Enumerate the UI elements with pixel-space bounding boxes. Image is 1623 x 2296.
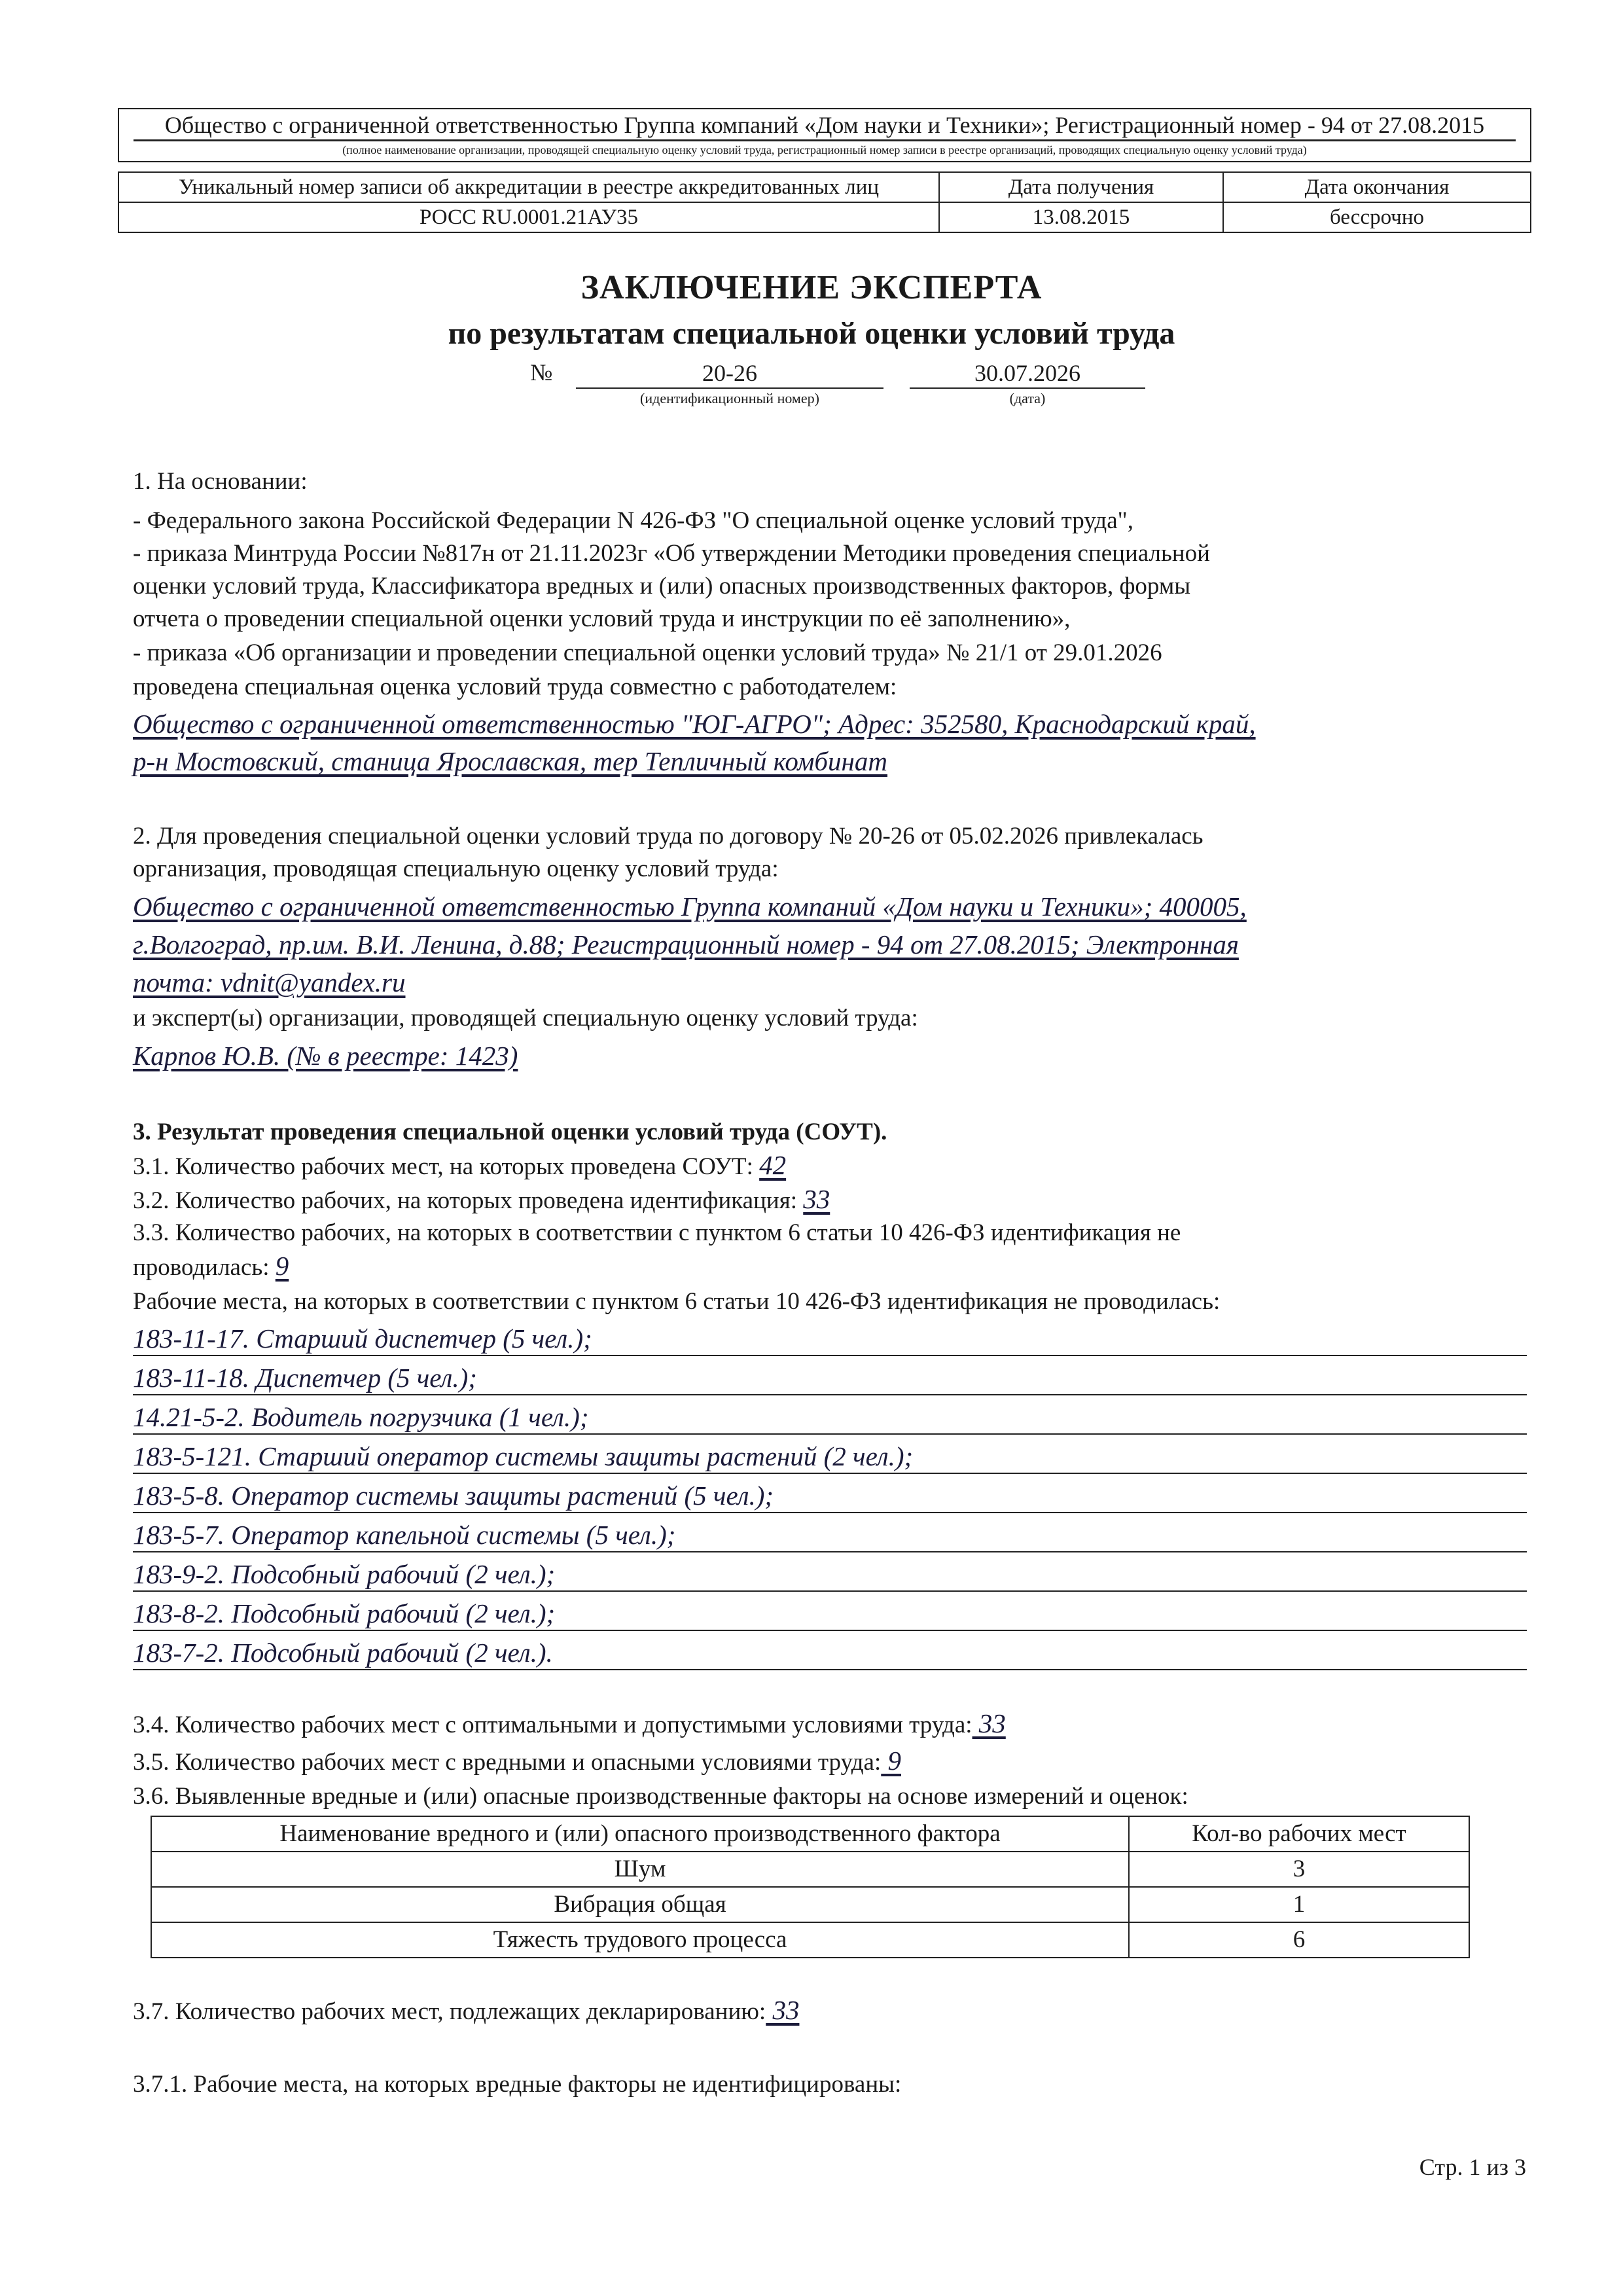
item-3-5 [133, 1746, 901, 1778]
number-caption: (идентификационный номер) [640, 390, 819, 406]
section1-conducted: проведена специальная оценка условий труда совместно с работодателем: [133, 673, 897, 700]
number-sign: № [530, 359, 553, 386]
accreditation-value-row [118, 202, 1531, 232]
item-3-5-value: 9 [881, 1746, 901, 1776]
item-3-2 [133, 1184, 830, 1216]
factor-name: Шум [151, 1852, 1129, 1887]
conclusion-number: 20-26 [576, 359, 883, 389]
employer-line2: р-н Мостовский, станица Ярославская, тер Тепличный комбинат [133, 746, 888, 776]
item-3-3-value: 9 [275, 1251, 289, 1281]
accreditation-header-row [118, 172, 1531, 202]
factor-row [151, 1922, 1469, 1958]
expert-name: Карпов Ю.В. (№ в реестре: 1423) [133, 1041, 518, 1071]
conclusion-date: 30.07.2026 [910, 359, 1145, 389]
item-3-2-value: 33 [803, 1184, 830, 1214]
section1-heading: 1. На основании: [133, 468, 308, 495]
accreditation-number-header: Уникальный номер записи об аккредитации в реестре аккредитованных лиц [118, 172, 939, 202]
factor-row [151, 1852, 1469, 1887]
factor-name: Тяжесть трудового процесса [151, 1922, 1129, 1958]
section2-expert-intro: и эксперт(ы) организации, проводящей специальную оценку условий труда: [133, 1005, 918, 1031]
item-3-3-line1: 3.3. Количество рабочих, на которых в соответствии с пунктом 6 статьи 10 426-ФЗ идентификация не [133, 1219, 1181, 1246]
factor-count: 1 [1129, 1887, 1469, 1922]
workplace-item: 183-5-121. Старший оператор системы защиты растений (2 чел.); [133, 1440, 1527, 1474]
section1-law: - Федерального закона Российской Федерации N 426-ФЗ "О специальной оценке условий труда", [133, 507, 1133, 534]
document-title: ЗАКЛЮЧЕНИЕ ЭКСПЕРТА [580, 269, 1043, 306]
workplace-item: 183-9-2. Подсобный рабочий (2 чел.); [133, 1558, 1527, 1592]
workplace-item: 14.21-5-2. Водитель погрузчика (1 чел.); [133, 1401, 1527, 1435]
organization-box [118, 108, 1531, 162]
workplace-item: 183-8-2. Подсобный рабочий (2 чел.); [133, 1597, 1527, 1631]
employer-line1: Общество с ограниченной ответственностью "ЮГ-АГРО"; Адрес: 352580, Краснодарский край, [133, 709, 1256, 739]
item-3-7-text: 3.7. Количество рабочих мест, подлежащих декларированию: [133, 1998, 766, 2025]
item-3-4-value: 33 [972, 1708, 1006, 1738]
accreditation-date-end-header: Дата окончания [1223, 172, 1531, 202]
assessor-org-email: почта: vdnit@yandex.ru [133, 967, 406, 997]
item-3-4 [133, 1708, 1006, 1740]
page-number: Стр. 1 из 3 [1419, 2154, 1526, 2180]
workplace-item: 183-5-8. Оператор системы защиты растений (5 чел.); [133, 1479, 1527, 1513]
item-3-1 [133, 1150, 786, 1182]
section2-org-intro: организация, проводящая специальную оценку условий труда: [133, 855, 779, 882]
assessor-org-line2: г.Волгоград, пр.им. В.И. Ленина, д.88; Регистрационный номер - 94 от 27.08.2015; Электронная [133, 929, 1239, 960]
workplace-item: 183-5-7. Оператор капельной системы (5 чел.); [133, 1518, 1527, 1552]
section1-order-line3: отчета о проведении специальной оценки условий труда и инструкции по её заполнению», [133, 605, 1071, 632]
item-3-2-text: 3.2. Количество рабочих, на которых проведена идентификация: [133, 1187, 804, 1214]
workplace-item: 183-7-2. Подсобный рабочий (2 чел.). [133, 1636, 1527, 1670]
factor-count-header: Кол-во рабочих мест [1129, 1816, 1469, 1852]
document-subtitle: по результатам специальной оценки условий труда [448, 316, 1175, 351]
workplace-item: 183-11-17. Старший диспетчер (5 чел.); [133, 1322, 1527, 1356]
organization-name: Общество с ограниченной ответственностью Группа компаний «Дом науки и Техники»; Регистрационный номер - 94 от 27.08.2015 [164, 112, 1485, 138]
workplace-item: 183-11-18. Диспетчер (5 чел.); [133, 1361, 1527, 1395]
section1-order-line1: - приказа Минтруда России №817н от 21.11.2023г «Об утверждении Методики проведения специальной [133, 540, 1210, 567]
item-3-1-text: 3.1. Количество рабочих мест, на которых проведена СОУТ: [133, 1153, 760, 1180]
section3-heading: 3. Результат проведения специальной оценки условий труда (СОУТ). [133, 1119, 887, 1145]
item-3-3-text: проводилась: [133, 1254, 276, 1281]
accreditation-table [118, 171, 1531, 233]
section1-order-line2: оценки условий труда, Классификатора вредных и (или) опасных производственных факторов, формы [133, 573, 1191, 600]
section2-contract: 2. Для проведения специальной оценки условий труда по договору № 20-26 от 05.02.2026 привлекалась [133, 823, 1204, 850]
organization-header [118, 108, 1531, 233]
factor-row [151, 1887, 1469, 1922]
item-3-7-value: 33 [766, 1995, 800, 2025]
factors-table [151, 1816, 1470, 1958]
item-3-4-text: 3.4. Количество рабочих мест с оптимальными и допустимыми условиями труда: [133, 1712, 972, 1738]
accreditation-date-received: 13.08.2015 [939, 202, 1223, 232]
factor-name: Вибрация общая [151, 1887, 1129, 1922]
item-3-7-1: 3.7.1. Рабочие места, на которых вредные факторы не идентифицированы: [133, 2071, 902, 2098]
assessor-org-line1: Общество с ограниченной ответственностью Группа компаний «Дом науки и Техники»; 400005, [133, 891, 1247, 922]
factors-header-row [151, 1816, 1469, 1852]
section1-order-local: - приказа «Об организации и проведении специальной оценки условий труда» № 21/1 от 29.01.2026 [133, 639, 1162, 666]
accreditation-date-received-header: Дата получения [939, 172, 1223, 202]
item-3-1-value: 42 [759, 1150, 787, 1180]
accreditation-date-end: бессрочно [1223, 202, 1531, 232]
workplaces-list-heading: Рабочие места, на которых в соответствии с пунктом 6 статьи 10 426-ФЗ идентификация не проводилась: [133, 1288, 1221, 1315]
item-3-5-text: 3.5. Количество рабочих мест с вредными и опасными условиями труда: [133, 1749, 882, 1776]
factor-count: 3 [1129, 1852, 1469, 1887]
date-caption: (дата) [1009, 390, 1046, 406]
factor-count: 6 [1129, 1922, 1469, 1958]
accreditation-number: РОСС RU.0001.21АУ35 [118, 202, 939, 232]
organization-note: (полное наименование организации, проводящей специальную оценку условий труда, регистрационный номер записи в реестре организаций, проводящих специальную оценку условий труда) [134, 139, 1516, 161]
item-3-6: 3.6. Выявленные вредные и (или) опасные производственные факторы на основе измерений и оценок: [133, 1783, 1188, 1810]
factor-name-header: Наименование вредного и (или) опасного производственного фактора [151, 1816, 1129, 1852]
item-3-3-line2 [133, 1251, 289, 1283]
item-3-7 [133, 1995, 799, 2027]
